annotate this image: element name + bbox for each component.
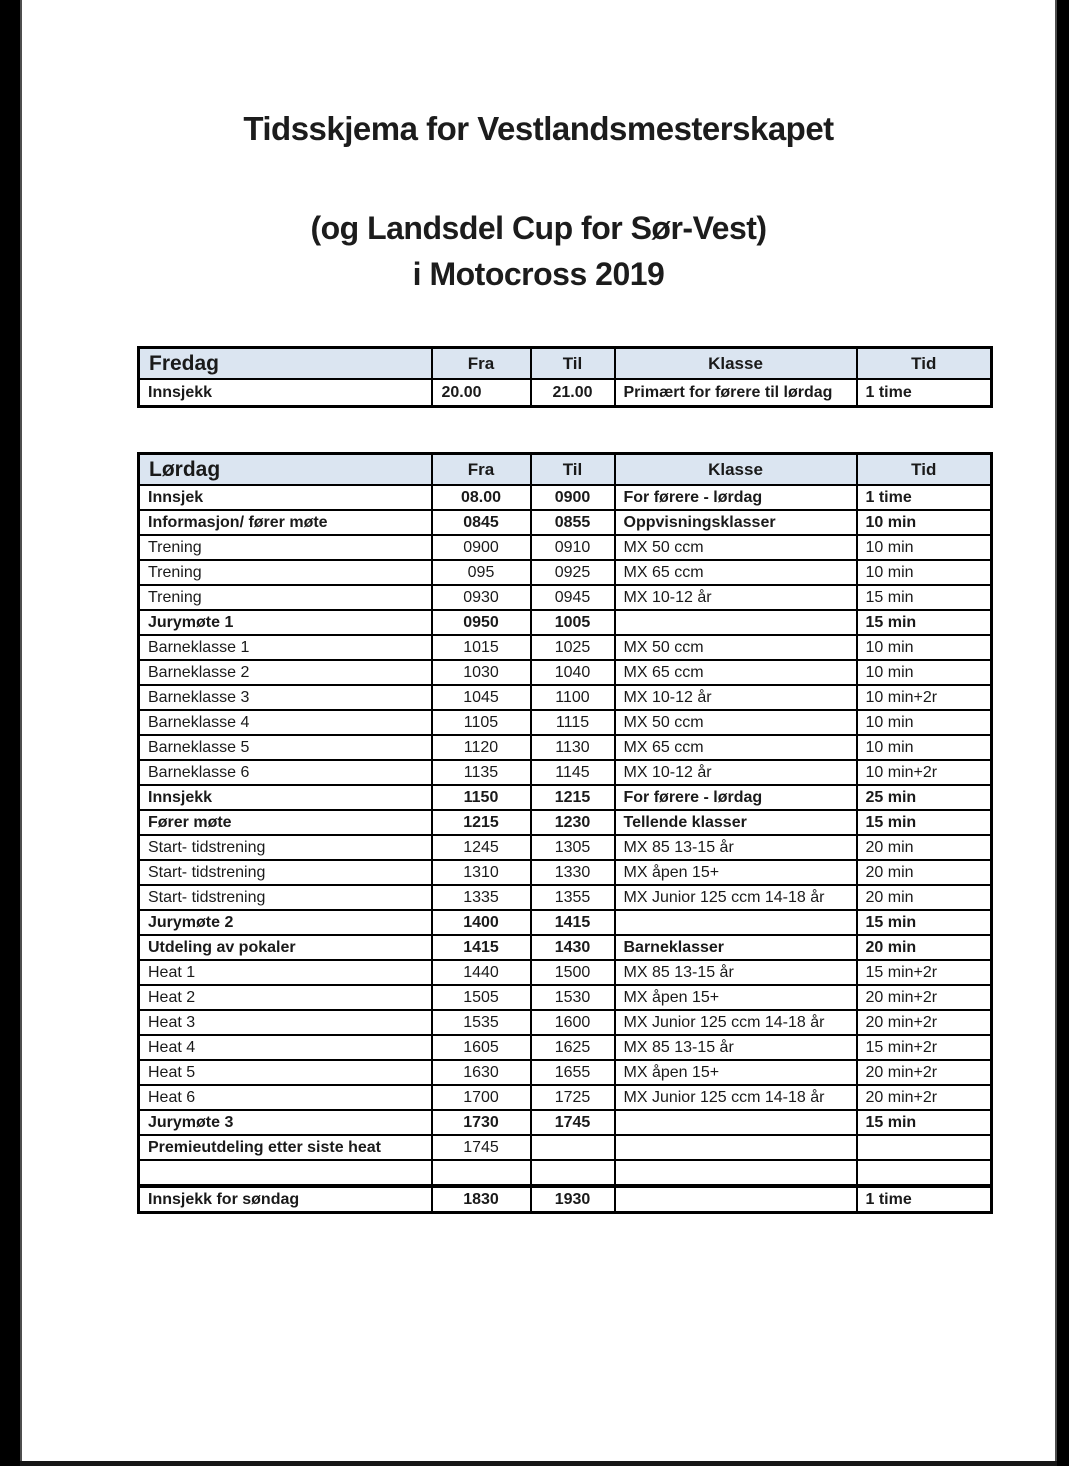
column-header-klasse: Klasse xyxy=(615,348,857,380)
tid-cell: 20 min xyxy=(857,935,992,960)
klasse-cell: For førere - lørdag xyxy=(615,785,857,810)
fra-cell: 1120 xyxy=(432,735,531,760)
tid-cell: 10 min xyxy=(857,735,992,760)
tid-cell: 15 min+2r xyxy=(857,1035,992,1060)
activity-cell: Start- tidstrening xyxy=(139,885,432,910)
activity-cell: Fører møte xyxy=(139,810,432,835)
tid-cell: 10 min+2r xyxy=(857,760,992,785)
activity-cell: Heat 3 xyxy=(139,1010,432,1035)
fra-cell: 0950 xyxy=(432,610,531,635)
til-cell xyxy=(531,1160,615,1186)
activity-cell: Heat 4 xyxy=(139,1035,432,1060)
tid-cell: 20 min+2r xyxy=(857,1010,992,1035)
tid-cell: 1 time xyxy=(857,485,992,510)
til-cell: 1745 xyxy=(531,1110,615,1135)
activity-cell: Premieutdeling etter siste heat xyxy=(139,1135,432,1160)
klasse-cell: MX 50 ccm xyxy=(615,635,857,660)
schedule-row xyxy=(139,585,992,610)
tid-cell: 20 min+2r xyxy=(857,1085,992,1110)
column-header-fra: Fra xyxy=(432,454,531,486)
schedule-row xyxy=(139,760,992,785)
fra-cell: 1015 xyxy=(432,635,531,660)
til-cell: 1100 xyxy=(531,685,615,710)
til-cell: 21.00 xyxy=(531,379,615,407)
fra-cell xyxy=(432,1160,531,1186)
fra-cell: 20.00 xyxy=(432,379,531,407)
tid-cell: 10 min+2r xyxy=(857,685,992,710)
klasse-cell: MX 65 ccm xyxy=(615,560,857,585)
column-header-tid: Tid xyxy=(857,348,992,380)
schedule-row xyxy=(139,510,992,535)
tid-cell: 20 min xyxy=(857,885,992,910)
activity-cell: Heat 1 xyxy=(139,960,432,985)
fra-cell: 1310 xyxy=(432,860,531,885)
schedule-row xyxy=(139,379,992,407)
tid-cell: 1 time xyxy=(857,1186,992,1213)
schedule-row xyxy=(139,860,992,885)
til-cell: 1530 xyxy=(531,985,615,1010)
schedule-row xyxy=(139,935,992,960)
tid-cell: 10 min xyxy=(857,710,992,735)
schedule-row xyxy=(139,1135,992,1160)
klasse-cell: Oppvisningsklasser xyxy=(615,510,857,535)
klasse-cell: Barneklasser xyxy=(615,935,857,960)
activity-cell: Informasjon/ fører møte xyxy=(139,510,432,535)
fra-cell: 1215 xyxy=(432,810,531,835)
schedule-row xyxy=(139,1110,992,1135)
activity-cell: Utdeling av pokaler xyxy=(139,935,432,960)
klasse-cell xyxy=(615,610,857,635)
activity-cell: Barneklasse 2 xyxy=(139,660,432,685)
column-header-fra: Fra xyxy=(432,348,531,380)
fra-cell: 1700 xyxy=(432,1085,531,1110)
schedule-row xyxy=(139,910,992,935)
lordag-header-row xyxy=(139,454,992,486)
klasse-cell: MX 50 ccm xyxy=(615,535,857,560)
tid-cell: 1 time xyxy=(857,379,992,407)
schedule-row xyxy=(139,885,992,910)
fra-cell: 1630 xyxy=(432,1060,531,1085)
lordag-schedule-table xyxy=(137,452,993,1214)
til-cell: 0855 xyxy=(531,510,615,535)
schedule-row xyxy=(139,960,992,985)
fra-cell: 095 xyxy=(432,560,531,585)
til-cell: 1040 xyxy=(531,660,615,685)
tid-cell: 20 min xyxy=(857,835,992,860)
klasse-cell: MX 65 ccm xyxy=(615,660,857,685)
activity-cell: Trening xyxy=(139,535,432,560)
tid-cell: 10 min xyxy=(857,635,992,660)
tid-cell xyxy=(857,1135,992,1160)
klasse-cell xyxy=(615,1110,857,1135)
tid-cell: 20 min+2r xyxy=(857,1060,992,1085)
activity-cell: Heat 6 xyxy=(139,1085,432,1110)
fra-cell: 1535 xyxy=(432,1010,531,1035)
tid-cell: 15 min xyxy=(857,910,992,935)
fra-cell: 1605 xyxy=(432,1035,531,1060)
til-cell: 1430 xyxy=(531,935,615,960)
klasse-cell: Tellende klasser xyxy=(615,810,857,835)
klasse-cell xyxy=(615,910,857,935)
activity-cell: Innsjek xyxy=(139,485,432,510)
klasse-cell: For førere - lørdag xyxy=(615,485,857,510)
klasse-cell: MX åpen 15+ xyxy=(615,1060,857,1085)
klasse-cell: MX 85 13-15 år xyxy=(615,835,857,860)
schedule-row xyxy=(139,1035,992,1060)
til-cell: 1930 xyxy=(531,1186,615,1213)
til-cell: 1600 xyxy=(531,1010,615,1035)
fra-cell: 1045 xyxy=(432,685,531,710)
schedule-row xyxy=(139,660,992,685)
schedule-row xyxy=(139,735,992,760)
til-cell: 1115 xyxy=(531,710,615,735)
tid-cell: 10 min xyxy=(857,535,992,560)
fra-cell: 1830 xyxy=(432,1186,531,1213)
til-cell: 1415 xyxy=(531,910,615,935)
fra-cell: 1505 xyxy=(432,985,531,1010)
day-label-fredag: Fredag xyxy=(139,348,432,380)
page-bottom-edge-line xyxy=(20,1461,1057,1466)
tid-cell xyxy=(857,1160,992,1186)
fra-cell: 1335 xyxy=(432,885,531,910)
klasse-cell: MX åpen 15+ xyxy=(615,985,857,1010)
activity-cell: Barneklasse 1 xyxy=(139,635,432,660)
tid-cell: 15 min+2r xyxy=(857,960,992,985)
fra-cell: 1135 xyxy=(432,760,531,785)
fra-cell: 0900 xyxy=(432,535,531,560)
til-cell: 1005 xyxy=(531,610,615,635)
klasse-cell: Primært for førere til lørdag xyxy=(615,379,857,407)
til-cell: 1625 xyxy=(531,1035,615,1060)
fra-cell: 1400 xyxy=(432,910,531,935)
schedule-row xyxy=(139,785,992,810)
schedule-row xyxy=(139,1010,992,1035)
til-cell: 0900 xyxy=(531,485,615,510)
fra-cell: 1245 xyxy=(432,835,531,860)
activity-cell: Trening xyxy=(139,585,432,610)
activity-cell: Barneklasse 5 xyxy=(139,735,432,760)
til-cell: 1130 xyxy=(531,735,615,760)
schedule-row xyxy=(139,535,992,560)
tid-cell: 20 min xyxy=(857,860,992,885)
activity-cell: Jurymøte 1 xyxy=(139,610,432,635)
fra-cell: 1440 xyxy=(432,960,531,985)
activity-cell xyxy=(139,1160,432,1186)
schedule-row xyxy=(139,835,992,860)
til-cell: 1655 xyxy=(531,1060,615,1085)
activity-cell: Barneklasse 6 xyxy=(139,760,432,785)
tid-cell: 10 min xyxy=(857,510,992,535)
viewer-left-black-bar xyxy=(0,0,20,1466)
activity-cell: Trening xyxy=(139,560,432,585)
activity-cell: Innsjekk xyxy=(139,379,432,407)
activity-cell: Heat 2 xyxy=(139,985,432,1010)
fra-cell: 08.00 xyxy=(432,485,531,510)
schedule-row xyxy=(139,710,992,735)
fra-cell: 1745 xyxy=(432,1135,531,1160)
day-label-lordag: Lørdag xyxy=(139,454,432,486)
activity-cell: Jurymøte 3 xyxy=(139,1110,432,1135)
schedule-row xyxy=(139,810,992,835)
tid-cell: 10 min xyxy=(857,660,992,685)
klasse-cell: MX 10-12 år xyxy=(615,585,857,610)
til-cell: 1025 xyxy=(531,635,615,660)
activity-cell: Heat 5 xyxy=(139,1060,432,1085)
fra-cell: 1150 xyxy=(432,785,531,810)
schedule-row xyxy=(139,1186,992,1213)
tid-cell: 15 min xyxy=(857,585,992,610)
tid-cell: 15 min xyxy=(857,1110,992,1135)
fra-cell: 1105 xyxy=(432,710,531,735)
til-cell: 1230 xyxy=(531,810,615,835)
klasse-cell: MX 65 ccm xyxy=(615,735,857,760)
schedule-row xyxy=(139,610,992,635)
fra-cell: 1415 xyxy=(432,935,531,960)
column-header-tid: Tid xyxy=(857,454,992,486)
fredag-header-row xyxy=(139,348,992,380)
klasse-cell xyxy=(615,1160,857,1186)
til-cell: 1305 xyxy=(531,835,615,860)
til-cell xyxy=(531,1135,615,1160)
activity-cell: Innsjekk xyxy=(139,785,432,810)
klasse-cell xyxy=(615,1186,857,1213)
activity-cell: Barneklasse 4 xyxy=(139,710,432,735)
tid-cell: 20 min+2r xyxy=(857,985,992,1010)
document-subtitle xyxy=(22,205,1055,297)
tid-cell: 10 min xyxy=(857,560,992,585)
til-cell: 1500 xyxy=(531,960,615,985)
schedule-row xyxy=(139,1060,992,1085)
activity-cell: Start- tidstrening xyxy=(139,835,432,860)
klasse-cell: MX 85 13-15 år xyxy=(615,960,857,985)
fra-cell: 1030 xyxy=(432,660,531,685)
schedule-row xyxy=(139,685,992,710)
tid-cell: 25 min xyxy=(857,785,992,810)
activity-cell: Start- tidstrening xyxy=(139,860,432,885)
viewer-right-black-bar xyxy=(1057,0,1069,1466)
subtitle-line-1: (og Landsdel Cup for Sør-Vest) xyxy=(310,210,767,246)
klasse-cell: MX Junior 125 ccm 14-18 år xyxy=(615,885,857,910)
fra-cell: 0930 xyxy=(432,585,531,610)
klasse-cell: MX 10-12 år xyxy=(615,685,857,710)
fredag-schedule-table xyxy=(137,346,993,408)
til-cell: 1725 xyxy=(531,1085,615,1110)
fra-cell: 1730 xyxy=(432,1110,531,1135)
klasse-cell xyxy=(615,1135,857,1160)
tid-cell: 15 min xyxy=(857,810,992,835)
activity-cell: Jurymøte 2 xyxy=(139,910,432,935)
activity-cell: Barneklasse 3 xyxy=(139,685,432,710)
activity-cell: Innsjekk for søndag xyxy=(139,1186,432,1213)
klasse-cell: MX åpen 15+ xyxy=(615,860,857,885)
klasse-cell: MX 50 ccm xyxy=(615,710,857,735)
til-cell: 1145 xyxy=(531,760,615,785)
til-cell: 0925 xyxy=(531,560,615,585)
subtitle-line-2: i Motocross 2019 xyxy=(412,256,665,292)
klasse-cell: MX Junior 125 ccm 14-18 år xyxy=(615,1085,857,1110)
til-cell: 1330 xyxy=(531,860,615,885)
schedule-row xyxy=(139,985,992,1010)
til-cell: 0910 xyxy=(531,535,615,560)
schedule-row xyxy=(139,485,992,510)
fra-cell: 0845 xyxy=(432,510,531,535)
klasse-cell: MX 10-12 år xyxy=(615,760,857,785)
schedule-row xyxy=(139,635,992,660)
klasse-cell: MX 85 13-15 år xyxy=(615,1035,857,1060)
document-title: Tidsskjema for Vestlandsmesterskapet xyxy=(243,110,834,147)
schedule-row xyxy=(139,560,992,585)
column-header-til: Til xyxy=(531,454,615,486)
schedule-row xyxy=(139,1085,992,1110)
schedule-row xyxy=(139,1160,992,1186)
klasse-cell: MX Junior 125 ccm 14-18 år xyxy=(615,1010,857,1035)
tid-cell: 15 min xyxy=(857,610,992,635)
til-cell: 0945 xyxy=(531,585,615,610)
column-header-klasse: Klasse xyxy=(615,454,857,486)
column-header-til: Til xyxy=(531,348,615,380)
til-cell: 1215 xyxy=(531,785,615,810)
til-cell: 1355 xyxy=(531,885,615,910)
